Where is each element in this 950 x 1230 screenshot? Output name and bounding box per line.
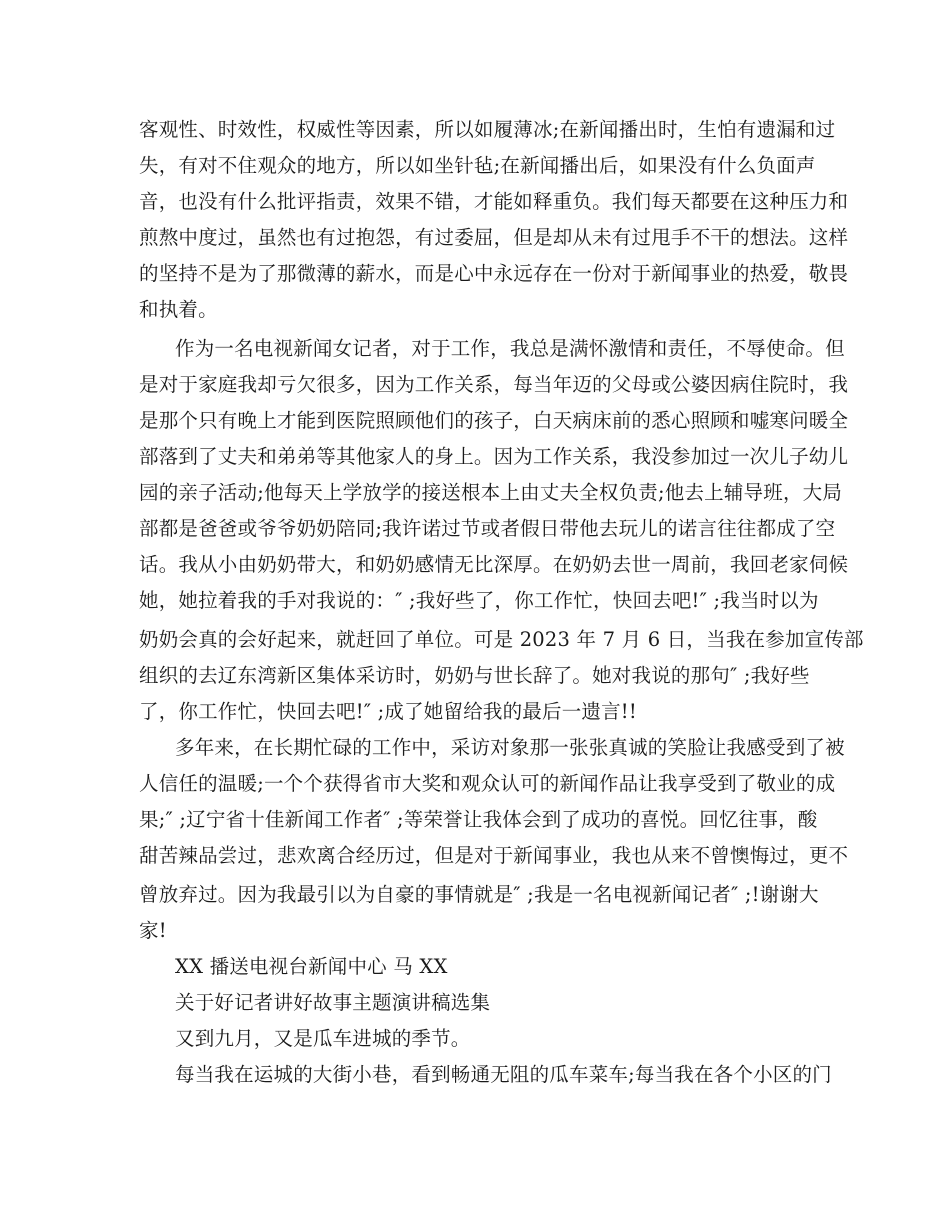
section-title: 关于好记者讲好故事主题演讲稿选集 xyxy=(175,991,491,1014)
text-line: 失，有对不住观众的地方，所以如坐针毡;在新闻播出后，如果没有什么负面声 xyxy=(139,154,816,177)
paragraph-first-line: 多年来，在长期忙碌的工作中，采访对象那一张张真诚的笑脸让我感受到了被 xyxy=(175,736,845,759)
text-line: 的坚持不是为了那微薄的薪水，而是心中永远存在一份对于新闻事业的热爱，敬畏 xyxy=(139,262,849,285)
text-line: 客观性、时效性，权威性等因素，所以如履薄冰;在新闻播出时，生怕有遗漏和过 xyxy=(139,118,836,141)
text-line: 话。我从小由奶奶带大，和奶奶感情无比深厚。在奶奶去世一周前，我回老家伺候 xyxy=(139,553,849,576)
signature-line: XX 播送电视台新闻中心 马 XX xyxy=(175,955,448,978)
paragraph-first-line: 又到九月，又是瓜车进城的季节。 xyxy=(175,1027,471,1050)
paragraph-first-line: 每当我在运城的大街小巷，看到畅通无阻的瓜车菜车;每当我在各个小区的门 xyxy=(175,1063,832,1086)
text-line: 煎熬中度过，虽然也有过抱怨，有过委屈，但是却从未有过甩手不干的想法。这样 xyxy=(139,226,849,249)
text-line: 曾放弃过。因为我最引以为自豪的事情就是″ ;我是一名电视新闻记者″ ;!谢谢大 xyxy=(139,883,819,906)
text-line: 和执着。 xyxy=(139,298,218,321)
text-line: 果;″ ;辽宁省十佳新闻工作者″ ;等荣誉让我体会到了成功的喜悦。回忆往事，酸 xyxy=(139,808,818,831)
text-line: 甜苦辣品尝过，悲欢离合经历过，但是对于新闻事业，我也从来不曾懊悔过，更不 xyxy=(139,844,849,867)
text-line: 组织的去辽东湾新区集体采访时，奶奶与世长辞了。她对我说的那句″ ;我好些 xyxy=(139,664,810,687)
text-line: 家! xyxy=(139,919,167,942)
paragraph-first-line: 作为一名电视新闻女记者，对于工作，我总是满怀激情和责任，不辱使命。但 xyxy=(175,337,845,360)
text-line: 部落到了丈夫和弟弟等其他家人的身上。因为工作关系，我没参加过一次儿子幼儿 xyxy=(139,445,849,468)
text-line: 是那个只有晚上才能到医院照顾他们的孩子，白天病床前的悉心照顾和嘘寒问暖全 xyxy=(139,409,849,432)
text-line: 奶奶会真的会好起来，就赶回了单位。可是 2023 年 7 月 6 日，当我在参加宣传部 xyxy=(139,628,864,651)
text-line: 是对于家庭我却亏欠很多，因为工作关系，每当年迈的父母或公婆因病住院时，我 xyxy=(139,373,849,396)
text-line: 音，也没有什么批评指责，效果不错，才能如释重负。我们每天都要在这种压力和 xyxy=(139,190,849,213)
text-line: 园的亲子活动;他每天上学放学的接送根本上由丈夫全权负责;他去上辅导班，大局 xyxy=(139,481,843,504)
text-line: 了，你工作忙，快回去吧!″ ;成了她留给我的最后一遗言!! xyxy=(139,700,637,723)
text-line: 部都是爸爸或爷爷奶奶陪同;我许诺过节或者假日带他去玩儿的诺言往往都成了空 xyxy=(139,517,836,540)
text-line: 她，她拉着我的手对我说的：″ ;我好些了，你工作忙，快回去吧!″ ;我当时以为 xyxy=(139,589,819,612)
text-line: 人信任的温暖;一个个获得省市大奖和观众认可的新闻作品让我享受到了敬业的成 xyxy=(139,772,836,795)
